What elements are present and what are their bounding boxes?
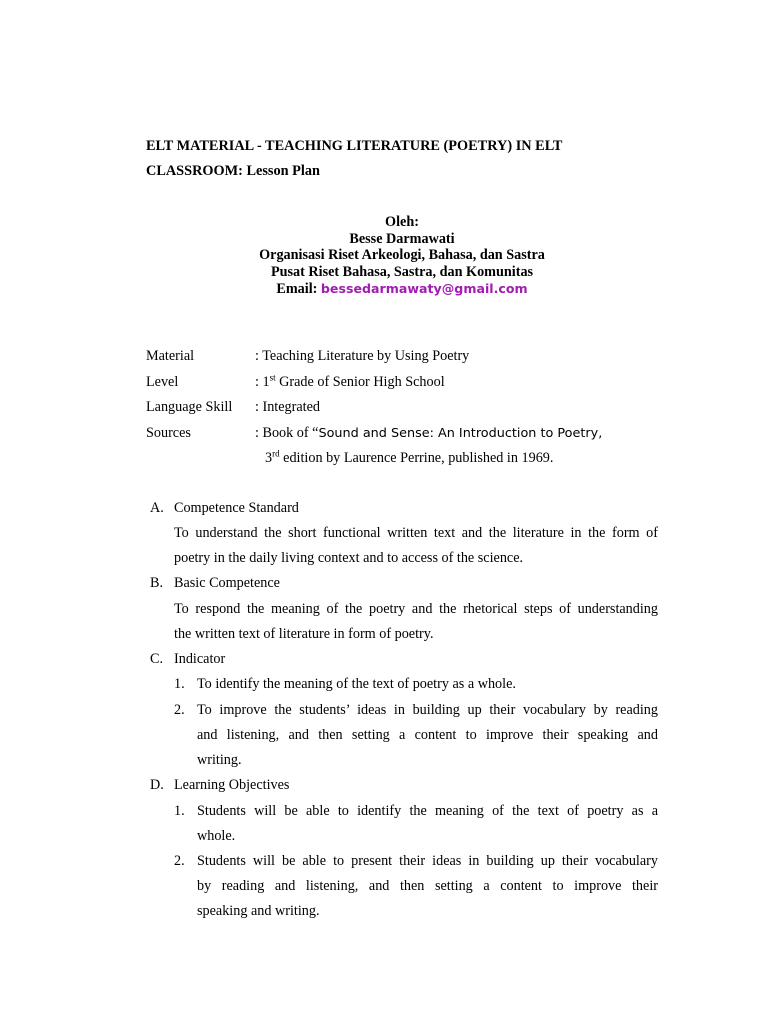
sources-edition-number: 3 bbox=[265, 450, 273, 466]
email-label: Email: bbox=[276, 281, 318, 297]
section-c-item-2-line-1: To improve the students’ ideas in building up their vocabulary by reading bbox=[197, 702, 658, 718]
section-c-item-2-line-3: writing. bbox=[197, 752, 242, 768]
language-skill-label: Language Skill bbox=[146, 399, 233, 415]
section-d-item-2-line-2: by reading and listening, and then setting a content to improve their bbox=[197, 878, 658, 894]
section-d-item-1-line-1: Students will be able to identify the meaning of the text of poetry as a bbox=[197, 803, 658, 819]
section-c-item-2-number: 2. bbox=[174, 702, 185, 718]
section-a-heading: Competence Standard bbox=[174, 500, 299, 516]
section-c-item-1-number: 1. bbox=[174, 676, 185, 692]
level-suffix: Grade of Senior High School bbox=[275, 374, 445, 390]
sources-label: Sources bbox=[146, 425, 191, 441]
level-label: Level bbox=[146, 374, 179, 390]
material-value: : Teaching Literature by Using Poetry bbox=[255, 348, 470, 364]
sources-edition-superscript: rd bbox=[272, 448, 280, 459]
level-prefix: : 1 bbox=[255, 374, 270, 390]
author-name: Besse Darmawati bbox=[349, 231, 455, 247]
section-b-text-line-1: To respond the meaning of the poetry and the rhetorical steps of understanding bbox=[174, 601, 658, 617]
language-skill-value: : Integrated bbox=[255, 399, 320, 415]
section-c-letter: C. bbox=[150, 651, 164, 667]
section-a-letter: A. bbox=[150, 500, 164, 516]
email-link[interactable]: bessedarmawaty@gmail.com bbox=[320, 281, 528, 296]
document-title-line-1: ELT MATERIAL - TEACHING LITERATURE (POETRY) IN ELT bbox=[146, 138, 563, 154]
level-superscript: st bbox=[269, 372, 276, 383]
section-c-item-1-line-1: To identify the meaning of the text of poetry as a whole. bbox=[197, 676, 516, 692]
document-title-line-2: CLASSROOM: Lesson Plan bbox=[146, 163, 320, 179]
section-d-item-2-number: 2. bbox=[174, 853, 185, 869]
section-d-heading: Learning Objectives bbox=[174, 777, 290, 793]
author-by-label: Oleh: bbox=[385, 214, 419, 230]
section-a-text-line-1: To understand the short functional written text and the literature in the form of bbox=[174, 525, 658, 541]
author-organization-2: Pusat Riset Bahasa, Sastra, dan Komunitas bbox=[270, 264, 534, 280]
section-b-heading: Basic Competence bbox=[174, 575, 280, 591]
section-c-heading: Indicator bbox=[174, 651, 226, 667]
section-d-item-2-line-1: Students will be able to present their ideas in building up their vocabulary bbox=[197, 853, 658, 869]
section-c-item-2-line-2: and listening, and then setting a content to improve their speaking and bbox=[197, 727, 658, 743]
section-d-item-1-number: 1. bbox=[174, 803, 185, 819]
section-b-text-line-2: the written text of literature in form of poetry. bbox=[174, 626, 434, 642]
section-d-item-1-line-2: whole. bbox=[197, 828, 236, 844]
section-d-item-2-line-3: speaking and writing. bbox=[197, 903, 320, 919]
section-b-letter: B. bbox=[150, 575, 164, 591]
sources-edition bbox=[265, 450, 553, 467]
author-email-line bbox=[146, 281, 658, 298]
material-label: Material bbox=[146, 348, 195, 364]
sources-prefix: : Book of “ bbox=[255, 425, 319, 441]
section-a-text-line-2: poetry in the daily living context and to access of the science. bbox=[174, 550, 524, 566]
level-value bbox=[255, 374, 445, 391]
sources-edition-rest: edition by Laurence Perrine, published in 1969. bbox=[279, 450, 554, 466]
section-d-letter: D. bbox=[150, 777, 164, 793]
sources-value bbox=[255, 425, 602, 442]
sources-book-title: Sound and Sense: An Introduction to Poetry, bbox=[318, 426, 603, 441]
author-organization-1: Organisasi Riset Arkeologi, Bahasa, dan Sastra bbox=[259, 247, 545, 263]
